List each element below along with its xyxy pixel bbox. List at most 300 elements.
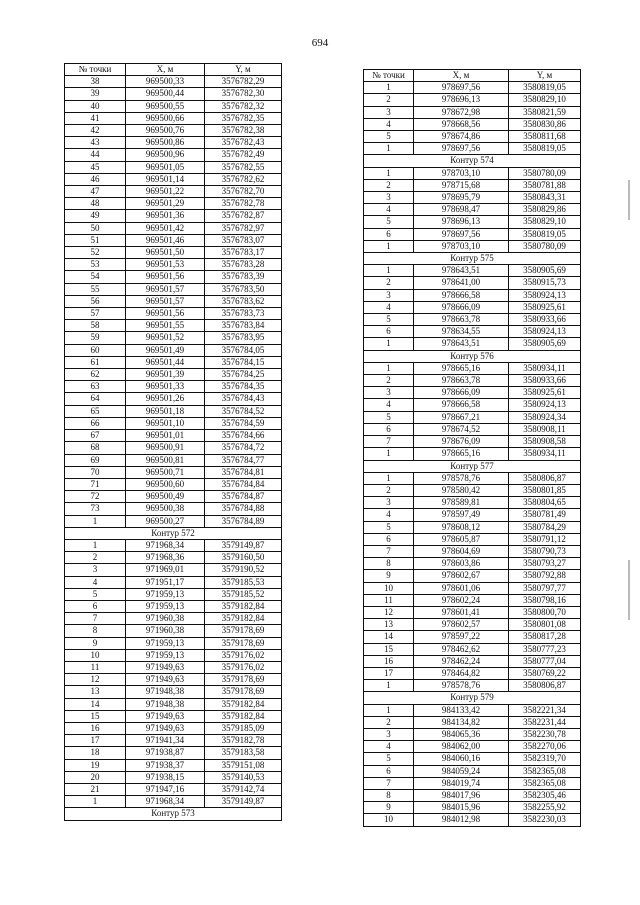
x-header: X, м [126, 64, 205, 76]
point-number-cell: 2 [364, 94, 414, 106]
table-row [65, 125, 282, 137]
table-row [65, 759, 282, 771]
y-coordinate-cell: 3579178,69 [205, 637, 282, 649]
y-coordinate-cell: 3580924,13 [509, 289, 581, 301]
point-number-cell: 16 [65, 722, 126, 734]
x-coordinate-cell: 969500,38 [126, 503, 205, 515]
point-number-cell: 3 [364, 106, 414, 118]
x-coordinate-cell: 984065,36 [414, 728, 509, 740]
y-coordinate-cell: 3579182,78 [205, 735, 282, 747]
point-number-cell: 6 [364, 533, 414, 545]
point-number-cell: 49 [65, 210, 126, 222]
y-coordinate-cell: 3579182,84 [205, 710, 282, 722]
table-row [364, 704, 581, 716]
x-coordinate-cell: 984134,82 [414, 716, 509, 728]
x-coordinate-cell: 984019,74 [414, 777, 509, 789]
point-number-cell: 72 [65, 491, 126, 503]
point-number-cell: 6 [65, 600, 126, 612]
y-coordinate-cell: 3580819,05 [509, 82, 581, 94]
table-row [65, 173, 282, 185]
y-coordinate-cell: 3579149,87 [205, 539, 282, 551]
x-coordinate-cell: 978663,78 [414, 314, 509, 326]
table-row [65, 271, 282, 283]
y-coordinate-cell: 3580819,05 [509, 143, 581, 155]
point-number-cell: 63 [65, 381, 126, 393]
y-coordinate-cell: 3579140,53 [205, 771, 282, 783]
table-row [364, 814, 581, 826]
point-number-cell: 68 [65, 442, 126, 454]
y-coordinate-cell: 3576784,77 [205, 454, 282, 466]
table-row [65, 417, 282, 429]
y-coordinate-cell: 3576783,50 [205, 283, 282, 295]
point-number-cell: 43 [65, 137, 126, 149]
x-coordinate-cell: 969500,33 [126, 76, 205, 88]
y-coordinate-cell: 3580908,58 [509, 436, 581, 448]
y-coordinate-cell: 3576782,43 [205, 137, 282, 149]
point-number-cell: 65 [65, 405, 126, 417]
y-coordinate-cell: 3580792,88 [509, 570, 581, 582]
table-row [65, 613, 282, 625]
x-coordinate-cell: 971968,34 [126, 796, 205, 808]
point-number-cell: 9 [364, 570, 414, 582]
x-coordinate-cell: 978697,56 [414, 143, 509, 155]
y-coordinate-cell: 3580829,10 [509, 216, 581, 228]
x-coordinate-cell: 969500,76 [126, 125, 205, 137]
point-number-cell: 1 [364, 143, 414, 155]
scan-edge-mark [628, 560, 630, 620]
x-coordinate-cell: 978604,69 [414, 545, 509, 557]
y-coordinate-cell: 3580933,66 [509, 375, 581, 387]
x-coordinate-cell: 969500,49 [126, 491, 205, 503]
x-coordinate-cell: 971968,34 [126, 539, 205, 551]
y-coordinate-cell: 3579182,84 [205, 600, 282, 612]
x-coordinate-cell: 969501,56 [126, 308, 205, 320]
point-number-cell: 13 [364, 619, 414, 631]
x-coordinate-cell: 971959,13 [126, 588, 205, 600]
point-number-cell: 8 [65, 625, 126, 637]
y-coordinate-cell: 3580843,31 [509, 192, 581, 204]
point-number-cell: 3 [364, 497, 414, 509]
y-coordinate-cell: 3579142,74 [205, 783, 282, 795]
point-number-cell: 20 [65, 771, 126, 783]
point-number-cell: 56 [65, 295, 126, 307]
x-coordinate-cell: 978696,13 [414, 94, 509, 106]
table-row [65, 393, 282, 405]
point-number-cell: 4 [364, 301, 414, 313]
x-coordinate-cell: 984062,00 [414, 741, 509, 753]
x-coordinate-cell: 969500,60 [126, 478, 205, 490]
y-coordinate-cell: 3580798,16 [509, 594, 581, 606]
table-row [364, 631, 581, 643]
x-coordinate-cell: 978464,82 [414, 667, 509, 679]
x-coordinate-cell: 978597,22 [414, 631, 509, 643]
x-coordinate-cell: 971941,34 [126, 735, 205, 747]
table-row [364, 167, 581, 179]
table-row [364, 497, 581, 509]
table-row [364, 655, 581, 667]
x-coordinate-cell: 969500,66 [126, 112, 205, 124]
y-coordinate-cell: 3580784,29 [509, 521, 581, 533]
table-row [364, 777, 581, 789]
table-row [364, 533, 581, 545]
point-number-cell: 8 [364, 789, 414, 801]
table-row [65, 722, 282, 734]
x-coordinate-cell: 971938,37 [126, 759, 205, 771]
x-coordinate-cell: 978462,62 [414, 643, 509, 655]
y-coordinate-cell: 3580790,73 [509, 545, 581, 557]
point-number-cell: 18 [65, 747, 126, 759]
x-coordinate-cell: 969501,14 [126, 173, 205, 185]
table-row [364, 582, 581, 594]
point-number-cell: 61 [65, 356, 126, 368]
contour-label: Контур 573 [65, 808, 282, 820]
table-row [65, 649, 282, 661]
point-number-cell: 2 [364, 179, 414, 191]
y-coordinate-cell: 3580801,08 [509, 619, 581, 631]
x-coordinate-cell: 971969,01 [126, 564, 205, 576]
table-row [65, 564, 282, 576]
y-coordinate-cell: 3579178,69 [205, 674, 282, 686]
table-row [364, 192, 581, 204]
point-number-cell: 60 [65, 344, 126, 356]
x-coordinate-cell: 978601,06 [414, 582, 509, 594]
table-row [65, 478, 282, 490]
x-coordinate-cell: 978696,13 [414, 216, 509, 228]
table-row [65, 198, 282, 210]
table-row [65, 112, 282, 124]
table-row [364, 228, 581, 240]
y-coordinate-cell: 3576782,78 [205, 198, 282, 210]
table-row [364, 387, 581, 399]
table-row [364, 802, 581, 814]
y-coordinate-cell: 3576782,97 [205, 222, 282, 234]
x-coordinate-cell: 978643,51 [414, 265, 509, 277]
y-coordinate-cell: 3576783,07 [205, 234, 282, 246]
x-coordinate-cell: 969501,52 [126, 332, 205, 344]
y-coordinate-cell: 3580821,59 [509, 106, 581, 118]
point-number-cell: 6 [364, 423, 414, 435]
point-number-cell: 46 [65, 173, 126, 185]
y-coordinate-cell: 3580777,04 [509, 655, 581, 667]
x-coordinate-cell: 984017,96 [414, 789, 509, 801]
table-row [65, 405, 282, 417]
y-coordinate-cell: 3579185,09 [205, 722, 282, 734]
point-number-cell: 47 [65, 186, 126, 198]
point-number-cell: 1 [364, 704, 414, 716]
table-row [65, 539, 282, 551]
x-coordinate-cell: 969501,56 [126, 271, 205, 283]
x-coordinate-cell: 978697,56 [414, 228, 509, 240]
point-number-cell: 11 [65, 661, 126, 673]
table-row [65, 783, 282, 795]
contour-label: Контур 577 [364, 460, 581, 472]
y-coordinate-cell: 3576784,52 [205, 405, 282, 417]
x-coordinate-cell: 969501,49 [126, 344, 205, 356]
point-number-cell: 55 [65, 283, 126, 295]
table-row [364, 204, 581, 216]
table-row [364, 338, 581, 350]
contour-heading-row [364, 692, 581, 704]
point-number-cell: 9 [65, 637, 126, 649]
x-coordinate-cell: 969501,36 [126, 210, 205, 222]
y-coordinate-cell: 3580801,85 [509, 484, 581, 496]
table-header-row [364, 70, 581, 82]
point-number-cell: 1 [364, 240, 414, 252]
table-row [65, 491, 282, 503]
y-coordinate-cell: 3576782,29 [205, 76, 282, 88]
point-number-cell: 15 [364, 643, 414, 655]
point-number-cell: 5 [364, 216, 414, 228]
y-coordinate-cell: 3582365,08 [509, 777, 581, 789]
table-row [65, 344, 282, 356]
x-coordinate-cell: 971948,38 [126, 686, 205, 698]
x-coordinate-cell: 978697,56 [414, 82, 509, 94]
x-coordinate-cell: 971947,16 [126, 783, 205, 795]
x-coordinate-cell: 969501,46 [126, 234, 205, 246]
y-coordinate-cell: 3580797,77 [509, 582, 581, 594]
point-number-cell: 10 [364, 814, 414, 826]
point-number-header: № точки [65, 64, 126, 76]
y-coordinate-cell: 3580933,66 [509, 314, 581, 326]
y-coordinate-cell: 3580791,12 [509, 533, 581, 545]
y-coordinate-cell: 3582270,06 [509, 741, 581, 753]
point-number-cell: 2 [364, 716, 414, 728]
table-row [65, 552, 282, 564]
x-coordinate-cell: 969501,57 [126, 283, 205, 295]
point-number-cell: 73 [65, 503, 126, 515]
table-row [364, 314, 581, 326]
x-coordinate-cell: 971938,87 [126, 747, 205, 759]
contour-heading-row [364, 460, 581, 472]
y-coordinate-cell: 3580905,69 [509, 338, 581, 350]
x-coordinate-cell: 978462,24 [414, 655, 509, 667]
point-number-cell: 1 [65, 539, 126, 551]
point-number-cell: 1 [364, 82, 414, 94]
table-row [364, 521, 581, 533]
y-coordinate-cell: 3579183,58 [205, 747, 282, 759]
y-coordinate-cell: 3576784,35 [205, 381, 282, 393]
y-coordinate-cell: 3580905,69 [509, 265, 581, 277]
x-coordinate-cell: 969501,42 [126, 222, 205, 234]
y-coordinate-cell: 3576784,66 [205, 430, 282, 442]
table-row [364, 423, 581, 435]
point-number-cell: 3 [364, 728, 414, 740]
y-coordinate-cell: 3579185,53 [205, 576, 282, 588]
table-row [65, 503, 282, 515]
y-coordinate-cell: 3576784,25 [205, 369, 282, 381]
x-coordinate-cell: 971949,63 [126, 710, 205, 722]
table-row [65, 295, 282, 307]
y-coordinate-cell: 3580829,86 [509, 204, 581, 216]
point-number-cell: 1 [65, 515, 126, 527]
point-number-cell: 7 [364, 436, 414, 448]
point-number-cell: 38 [65, 76, 126, 88]
y-coordinate-cell: 3580925,61 [509, 387, 581, 399]
x-coordinate-cell: 971949,63 [126, 674, 205, 686]
table-row [65, 210, 282, 222]
point-number-cell: 17 [65, 735, 126, 747]
y-coordinate-cell: 3576783,84 [205, 320, 282, 332]
x-coordinate-cell: 978603,86 [414, 558, 509, 570]
contour-heading-row [364, 350, 581, 362]
y-coordinate-cell: 3576783,95 [205, 332, 282, 344]
point-number-cell: 2 [65, 552, 126, 564]
x-coordinate-cell: 978589,81 [414, 497, 509, 509]
x-coordinate-cell: 969501,10 [126, 417, 205, 429]
x-coordinate-cell: 971960,38 [126, 613, 205, 625]
y-coordinate-cell: 3580830,86 [509, 118, 581, 130]
table-row [364, 509, 581, 521]
table-row [65, 381, 282, 393]
contour-heading-row [364, 155, 581, 167]
x-coordinate-cell: 971938,15 [126, 771, 205, 783]
point-number-cell: 1 [364, 167, 414, 179]
point-number-cell: 5 [364, 131, 414, 143]
coordinates-table-left [64, 63, 282, 821]
table-row [364, 94, 581, 106]
y-coordinate-cell: 3576783,62 [205, 295, 282, 307]
table-row [65, 234, 282, 246]
point-number-cell: 1 [364, 680, 414, 692]
point-number-cell: 4 [65, 576, 126, 588]
y-coordinate-cell: 3576784,59 [205, 417, 282, 429]
point-number-cell: 6 [364, 765, 414, 777]
x-coordinate-cell: 978578,76 [414, 472, 509, 484]
coordinates-table-right [363, 69, 581, 827]
table-row [65, 259, 282, 271]
y-header: Y, м [205, 64, 282, 76]
y-coordinate-cell: 3576784,15 [205, 356, 282, 368]
table-row [65, 747, 282, 759]
point-number-cell: 6 [364, 228, 414, 240]
y-coordinate-cell: 3576782,30 [205, 88, 282, 100]
x-coordinate-cell: 971949,63 [126, 661, 205, 673]
x-coordinate-cell: 978666,09 [414, 387, 509, 399]
y-coordinate-cell: 3580806,87 [509, 472, 581, 484]
left-table-body [65, 76, 282, 820]
x-coordinate-cell: 978665,16 [414, 448, 509, 460]
table-row [65, 576, 282, 588]
x-coordinate-cell: 971949,63 [126, 722, 205, 734]
y-coordinate-cell: 3582319,70 [509, 753, 581, 765]
point-number-cell: 5 [364, 521, 414, 533]
table-row [364, 716, 581, 728]
x-coordinate-cell: 984015,96 [414, 802, 509, 814]
table-row [65, 247, 282, 259]
y-coordinate-cell: 3580806,87 [509, 680, 581, 692]
point-number-cell: 4 [364, 509, 414, 521]
point-number-cell: 1 [65, 796, 126, 808]
point-number-cell: 3 [364, 192, 414, 204]
table-row [364, 399, 581, 411]
point-number-cell: 6 [364, 326, 414, 338]
x-coordinate-cell: 984133,42 [414, 704, 509, 716]
contour-label: Контур 579 [364, 692, 581, 704]
table-row [65, 796, 282, 808]
x-coordinate-cell: 978667,21 [414, 411, 509, 423]
table-row [364, 680, 581, 692]
y-coordinate-cell: 3576782,55 [205, 161, 282, 173]
point-number-cell: 2 [364, 277, 414, 289]
point-number-cell: 3 [364, 289, 414, 301]
point-number-cell: 52 [65, 247, 126, 259]
point-number-cell: 3 [65, 564, 126, 576]
table-row [364, 216, 581, 228]
table-row [65, 137, 282, 149]
table-header-row [65, 64, 282, 76]
table-row [65, 369, 282, 381]
y-coordinate-cell: 3579149,87 [205, 796, 282, 808]
contour-label: Контур 572 [65, 527, 282, 539]
y-coordinate-cell: 3579176,02 [205, 661, 282, 673]
point-number-cell: 1 [364, 338, 414, 350]
y-coordinate-cell: 3580811,68 [509, 131, 581, 143]
table-row [364, 289, 581, 301]
table-row [65, 76, 282, 88]
point-number-cell: 4 [364, 741, 414, 753]
y-coordinate-cell: 3576784,84 [205, 478, 282, 490]
x-coordinate-cell: 971948,38 [126, 698, 205, 710]
y-coordinate-cell: 3580769,22 [509, 667, 581, 679]
contour-label: Контур 574 [364, 155, 581, 167]
point-number-cell: 53 [65, 259, 126, 271]
point-number-cell: 12 [65, 674, 126, 686]
y-coordinate-cell: 3580781,88 [509, 179, 581, 191]
table-row [65, 100, 282, 112]
y-coordinate-cell: 3580804,65 [509, 497, 581, 509]
point-number-cell: 71 [65, 478, 126, 490]
y-header: Y, м [509, 70, 581, 82]
point-number-cell: 1 [364, 362, 414, 374]
table-row [364, 143, 581, 155]
table-row [364, 643, 581, 655]
y-coordinate-cell: 3580819,05 [509, 228, 581, 240]
point-number-cell: 5 [65, 588, 126, 600]
y-coordinate-cell: 3580829,10 [509, 94, 581, 106]
point-number-cell: 67 [65, 430, 126, 442]
contour-heading-row [65, 808, 282, 820]
point-number-cell: 51 [65, 234, 126, 246]
point-number-cell: 59 [65, 332, 126, 344]
table-row [65, 466, 282, 478]
point-number-cell: 15 [65, 710, 126, 722]
table-row [65, 600, 282, 612]
x-coordinate-cell: 978715,68 [414, 179, 509, 191]
x-coordinate-cell: 978703,10 [414, 167, 509, 179]
point-number-cell: 17 [364, 667, 414, 679]
y-coordinate-cell: 3580780,09 [509, 240, 581, 252]
x-coordinate-cell: 978602,57 [414, 619, 509, 631]
x-coordinate-cell: 978703,10 [414, 240, 509, 252]
x-coordinate-cell: 978634,55 [414, 326, 509, 338]
contour-label: Контур 575 [364, 253, 581, 265]
y-coordinate-cell: 3579190,52 [205, 564, 282, 576]
point-number-cell: 66 [65, 417, 126, 429]
y-coordinate-cell: 3580915,73 [509, 277, 581, 289]
y-coordinate-cell: 3579185,52 [205, 588, 282, 600]
table-row [65, 637, 282, 649]
point-number-cell: 19 [65, 759, 126, 771]
x-coordinate-cell: 971960,38 [126, 625, 205, 637]
y-coordinate-cell: 3580800,70 [509, 606, 581, 618]
table-row [65, 710, 282, 722]
x-coordinate-cell: 969500,86 [126, 137, 205, 149]
table-row [364, 667, 581, 679]
y-coordinate-cell: 3579178,69 [205, 686, 282, 698]
point-number-cell: 10 [364, 582, 414, 594]
table-row [65, 674, 282, 686]
x-coordinate-cell: 984059,24 [414, 765, 509, 777]
